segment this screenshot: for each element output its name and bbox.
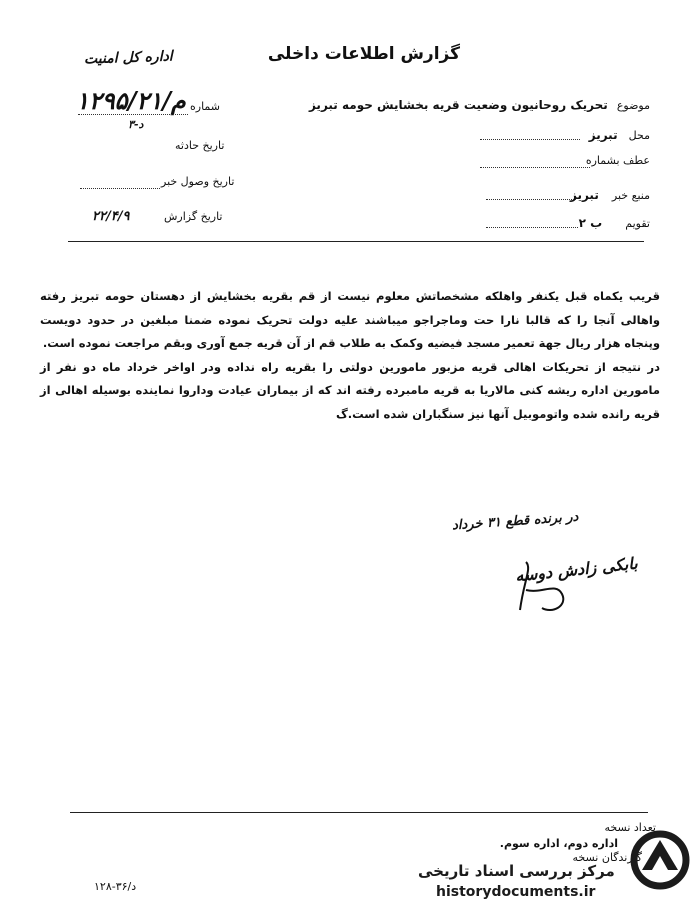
subject-label: موضوع bbox=[616, 99, 650, 112]
body-paragraph-1: قریب یکماه قبل یکنفر واهلکه مشخصاتش معلوم نیست از قم بقریه بخشایش از دهستان حومه تبریز رفته واهالی آنجا را که قالبا نارا حت وماجراجو میباشند علیه دولت تحریک نموده ضمنا مبلغین در حدود دویست وپنجاه هزار ریال جهة تعمیر مسجد فیضیه وکمک به طلاب قم از آن قریه جمع آوری وبقم مراجعت نموده است. bbox=[40, 289, 660, 350]
report-date-label: تاریخ گزارش bbox=[164, 210, 223, 223]
receipt-date-line bbox=[80, 188, 160, 189]
copies-label: تعداد نسخه bbox=[604, 821, 656, 834]
body-paragraph-2: در نتیجه از تحریکات اهالی قریه مزبور مامورین دولتی را بقریه راه نداده ودر اواخر خرداد ماه دو نفر از مامورین اداره ریشه کنی مالاریا به قریه مامبرده رفته اند که از بیماران عیادت وداروا نماینده بوسیله اهالی از قریه رانده شده واتوموبیل آنها نیز سنگباران شده است.گ bbox=[40, 359, 660, 421]
signature-scribble bbox=[512, 560, 586, 620]
evaluation-value: ب ۲ bbox=[578, 216, 603, 230]
location-line bbox=[480, 139, 580, 140]
recipients-label: گیرندگان نسخه bbox=[572, 851, 642, 864]
number-sub: د-۳ bbox=[128, 118, 144, 131]
evaluation-label: تقویم bbox=[625, 217, 650, 230]
report-date-value: ۲۲/۴/۹ bbox=[92, 209, 130, 224]
source-field bbox=[570, 184, 650, 203]
subject-field bbox=[309, 94, 650, 113]
header-divider bbox=[68, 241, 644, 242]
incident-date-label: تاریخ حادثه bbox=[175, 139, 225, 152]
signature-note: در برنده قطع ۳۱ خرداد bbox=[451, 509, 579, 534]
source-label: منبع خبر bbox=[611, 189, 650, 202]
document-code: ۱۲۸-۳۶/د bbox=[94, 880, 137, 893]
evaluation-line bbox=[486, 227, 578, 228]
number-value: ۱۲۹۵/۲۱/م bbox=[76, 86, 186, 115]
location-field bbox=[589, 124, 650, 143]
report-title: گزارش اطلاعات داخلی bbox=[267, 44, 460, 64]
number-label: شماره bbox=[190, 100, 221, 113]
location-value: تبریز bbox=[588, 128, 618, 142]
signature-name: بابکی زادش دوسه bbox=[514, 553, 639, 586]
source-value: تبریز bbox=[569, 188, 599, 202]
copies-value: اداره دوم، اداره سوم. bbox=[499, 837, 618, 850]
report-body bbox=[40, 285, 660, 426]
evaluation-field bbox=[579, 212, 650, 231]
footer-divider bbox=[70, 812, 648, 813]
source-line bbox=[486, 199, 576, 200]
location-label: محل bbox=[628, 129, 650, 142]
department-note: اداره کل امنیت bbox=[83, 48, 173, 68]
receipt-date-label: تاریخ وصول خبر bbox=[161, 175, 235, 188]
subject-value: تحریک روحانیون وضعیت قریه بخشایش حومه تبریز bbox=[308, 98, 608, 112]
reference-label: عطف بشماره bbox=[585, 154, 650, 167]
archive-logo-icon bbox=[630, 830, 690, 890]
reference-line bbox=[480, 167, 590, 168]
watermark-url: historydocuments.ir bbox=[436, 884, 596, 900]
watermark-name: مرکز بررسی اسناد تاریخی bbox=[418, 862, 615, 880]
number-line bbox=[78, 114, 188, 115]
